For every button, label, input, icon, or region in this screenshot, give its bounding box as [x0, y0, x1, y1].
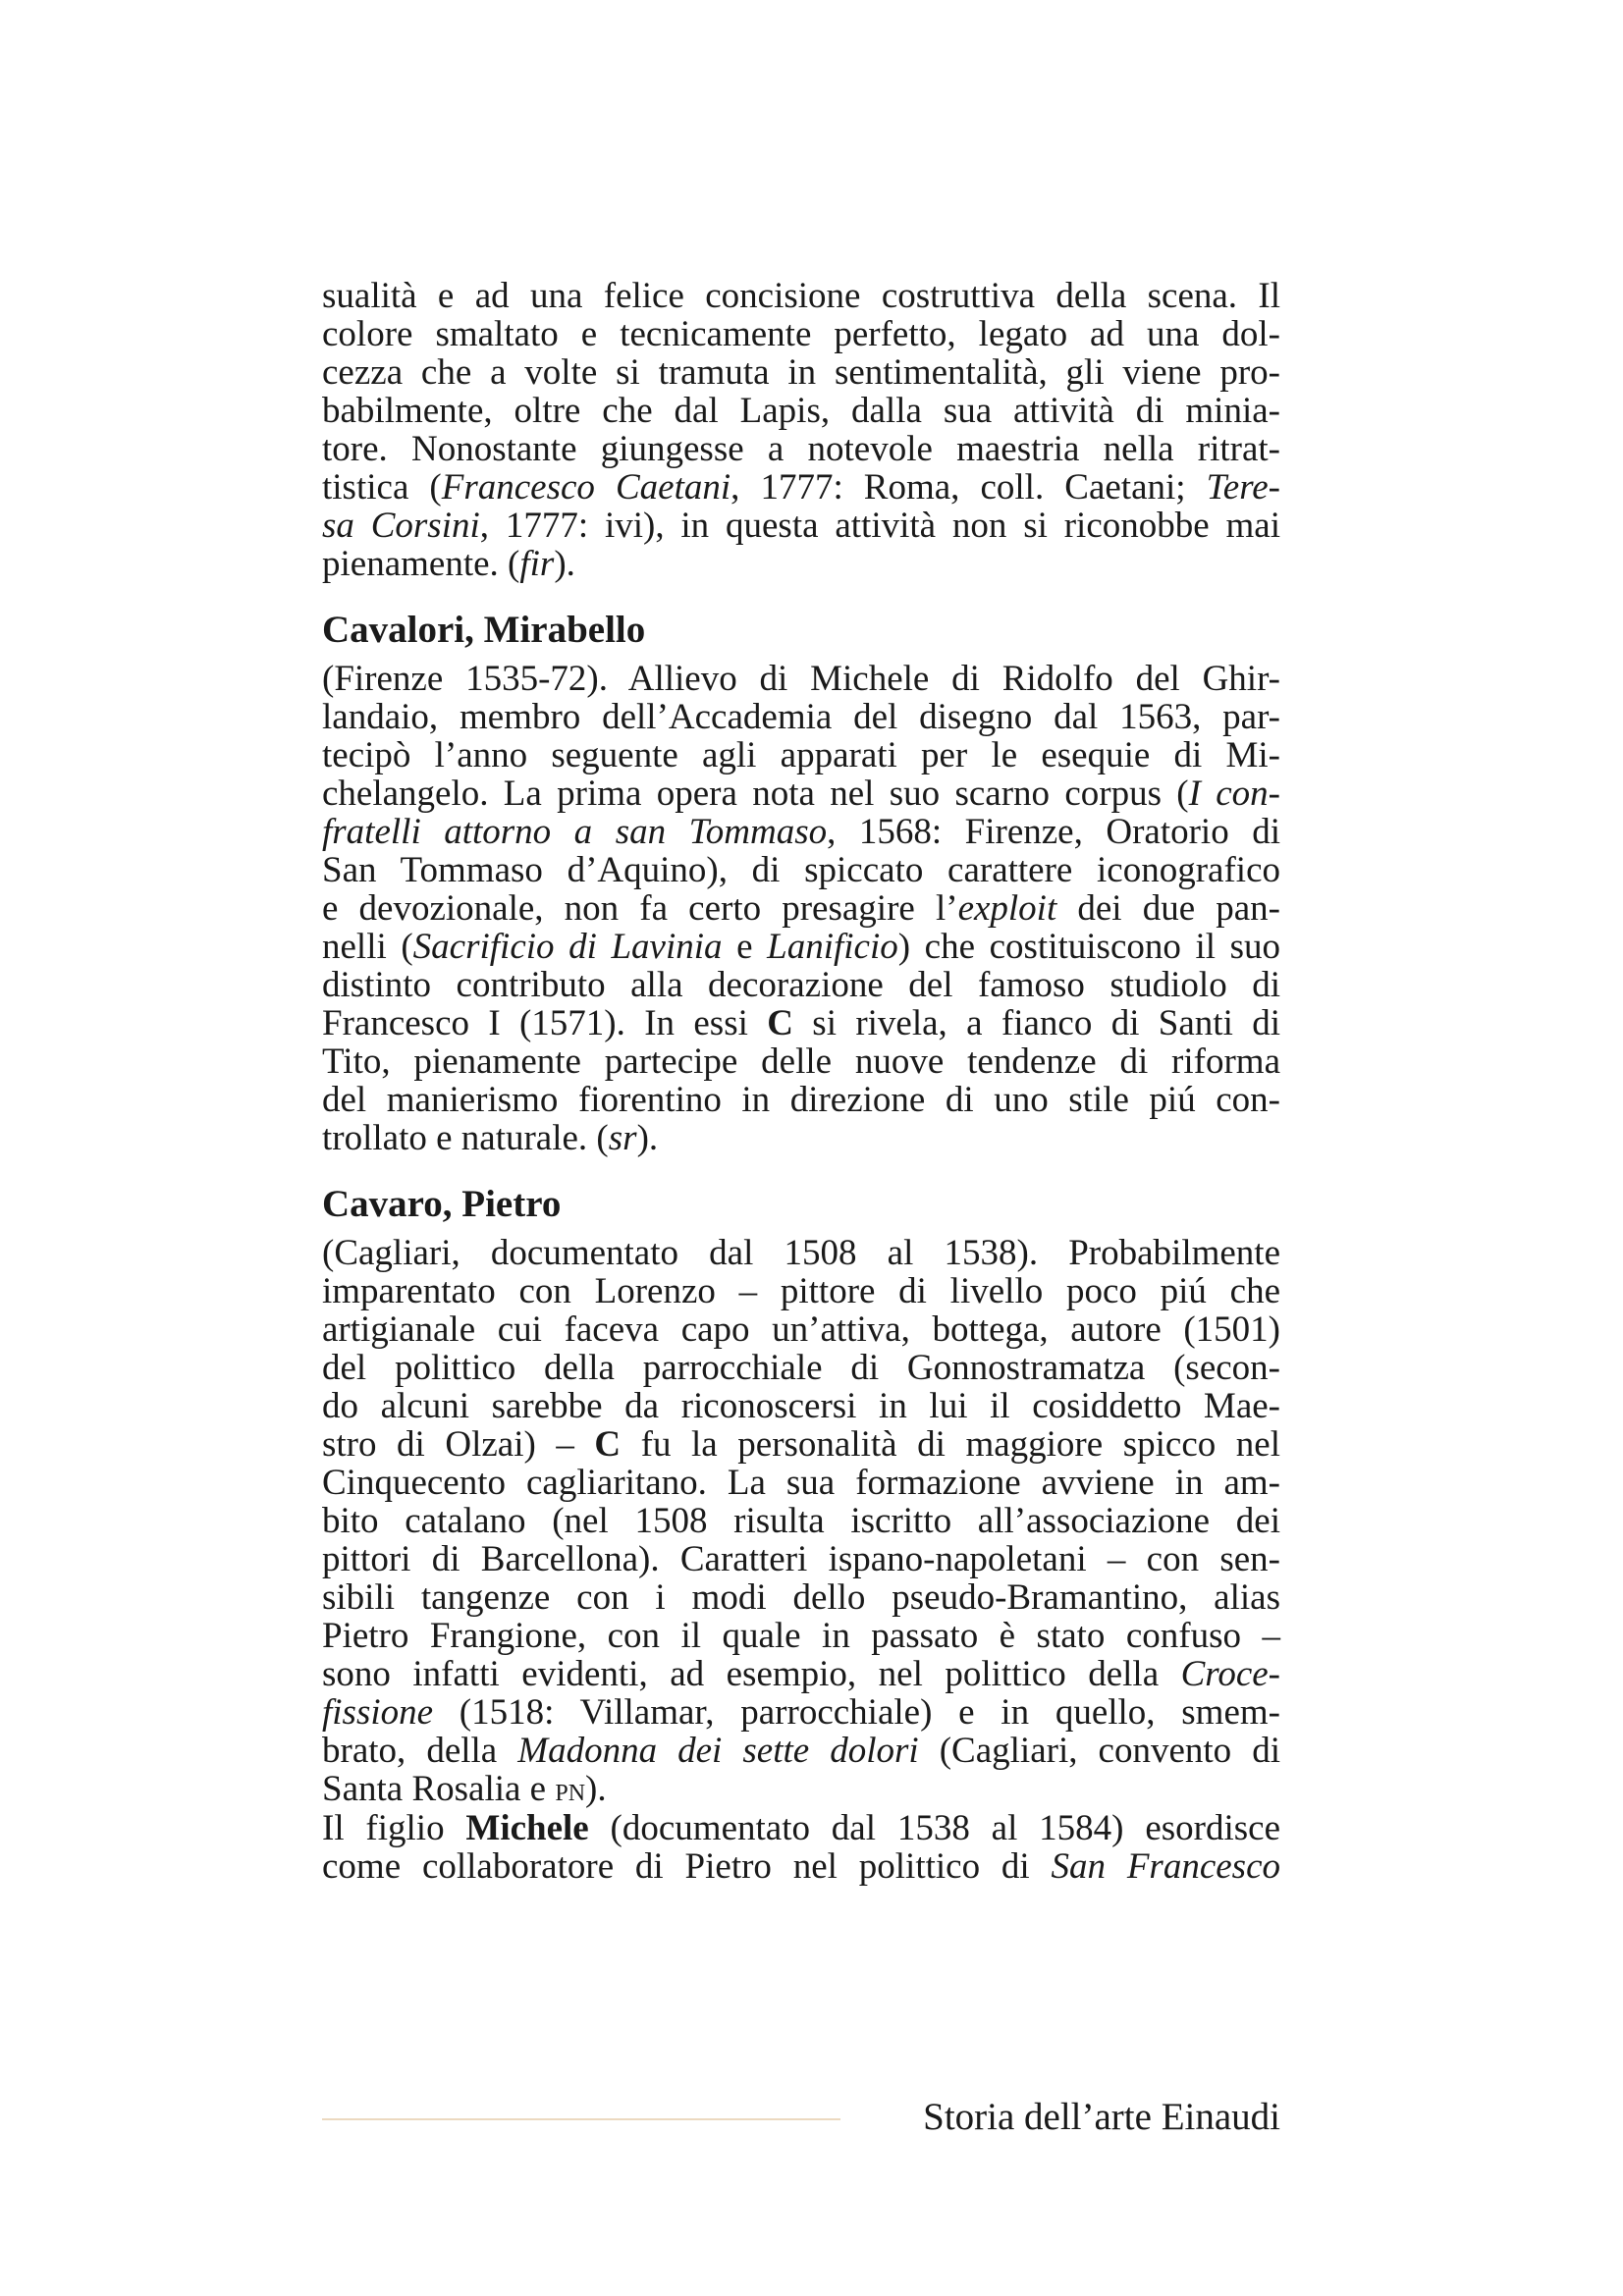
text-line: del manierismo fiorentino in direzione di uno stile piú con-	[322, 1080, 1280, 1120]
text-run: Il figlio	[322, 1808, 466, 1848]
artwork-title: sa Corsini	[322, 506, 480, 546]
text-line	[322, 1847, 1280, 1886]
text-run: , 1568: Firenze, Oratorio di	[827, 812, 1280, 852]
text-line: pittori di Barcellona). Caratteri ispano-napoletani – con sen-	[322, 1539, 1280, 1579]
page-footer	[322, 2094, 1280, 2143]
text-run: Santa Rosalia e	[322, 1769, 556, 1809]
text-run: (1518: Villamar, parrocchiale) e in quello, smem-	[433, 1692, 1280, 1733]
artwork-title: fissione	[322, 1692, 434, 1733]
author-initials: fir	[519, 544, 555, 584]
text-run: stro di Olzai) –	[322, 1424, 595, 1465]
text-line	[322, 1004, 1280, 1042]
artwork-title: Lanificio	[767, 927, 898, 967]
text-run: ).	[554, 544, 575, 584]
artwork-title: San Francesco	[1051, 1846, 1281, 1887]
footer-divider	[322, 2118, 840, 2120]
emphasis-term: exploit	[957, 888, 1057, 929]
text-line	[322, 1770, 1280, 1809]
entry-heading-cavaro: Cavaro, Pietro	[322, 1183, 562, 1225]
entry-heading-cavalori: Cavalori, Mirabello	[322, 609, 646, 651]
text-line	[322, 507, 1280, 545]
entry-continuation-paragraph	[322, 277, 1280, 583]
text-run: dei due pan-	[1056, 888, 1280, 929]
footer-title: Storia dell’arte Einaudi	[923, 2096, 1280, 2138]
text-line	[322, 889, 1280, 928]
text-line: tecipò l’anno seguente agli apparati per le esequie di Mi-	[322, 735, 1280, 775]
text-run: (Cagliari, convento di	[918, 1731, 1280, 1771]
artwork-title: fratelli attorno a san Tommaso	[322, 812, 828, 852]
artwork-title: Croce-	[1180, 1654, 1280, 1694]
text-run: (documentato dal 1538 al 1584) esordisce	[588, 1808, 1280, 1848]
text-run: si rivela, a fianco di Santi di	[792, 1003, 1280, 1043]
text-line: del polittico della parrocchiale di Gonnostramatza (secon-	[322, 1348, 1280, 1388]
person-name: Michele	[465, 1808, 589, 1848]
text-run: pienamente. (	[322, 544, 520, 584]
text-run: e	[722, 927, 768, 967]
text-run: trollato e naturale. (	[322, 1118, 609, 1158]
text-line: babilmente, oltre che dal Lapis, dalla sua attività di minia-	[322, 391, 1280, 431]
text-line: Pietro Frangione, con il quale in passato è stato confuso –	[322, 1616, 1280, 1656]
artwork-title: Sacrificio di Lavinia	[412, 927, 723, 967]
text-line	[322, 1693, 1280, 1732]
text-line: cezza che a volte si tramuta in sentimentalità, gli viene pro-	[322, 352, 1280, 393]
text-line: Tito, pienamente partecipe delle nuove tendenze di riforma	[322, 1041, 1280, 1082]
text-run: ).	[585, 1769, 607, 1809]
text-line	[322, 1119, 1280, 1157]
abbreviation-small-caps: pn	[555, 1772, 586, 1808]
text-line: distinto contributo alla decorazione del famoso studiolo di	[322, 965, 1280, 1005]
artwork-title: I con-	[1188, 774, 1280, 814]
text-line	[322, 774, 1280, 813]
text-line: Cinquecento cagliaritano. La sua formazione avviene in am-	[322, 1463, 1280, 1503]
entry-paragraph-cavalori	[322, 660, 1280, 1157]
text-line	[322, 813, 1280, 851]
artwork-title: Madonna dei sette dolori	[517, 1731, 919, 1771]
text-line	[322, 1655, 1280, 1693]
text-run: e devozionale, non fa certo presagire l’	[322, 888, 958, 929]
text-line: sualità e ad una felice concisione costruttiva della scena. Il	[322, 276, 1280, 316]
text-run: brato, della	[322, 1731, 518, 1771]
text-run: , 1777: ivi), in questa attività non si riconobbe mai	[479, 506, 1280, 546]
text-run: tistica (	[322, 467, 442, 507]
text-run: fu la personalità di maggiore spicco nel	[621, 1424, 1280, 1465]
text-line: bito catalano (nel 1508 risulta iscritto all’associazione dei	[322, 1501, 1280, 1541]
text-line	[322, 1425, 1280, 1464]
text-line: imparentato con Lorenzo – pittore di livello poco piú che	[322, 1271, 1280, 1311]
text-line: San Tommaso d’Aquino), di spiccato carattere iconografico	[322, 850, 1280, 890]
artwork-title: Francesco Caetani	[441, 467, 731, 507]
entry-abbreviation: C	[594, 1424, 622, 1465]
author-initials: sr	[608, 1118, 637, 1158]
text-run: chelangelo. La prima opera nota nel suo scarno corpus (	[322, 774, 1189, 814]
artwork-title: Tere-	[1206, 467, 1280, 507]
text-run: ).	[636, 1118, 659, 1158]
text-line	[322, 928, 1280, 966]
text-line	[322, 1732, 1280, 1770]
page-body	[322, 277, 1280, 1886]
text-line: colore smaltato e tecnicamente perfetto, legato ad una dol-	[322, 314, 1280, 354]
text-run: come collaboratore di Pietro nel polittico di	[322, 1846, 1052, 1887]
text-line	[322, 468, 1280, 507]
text-line: tore. Nonostante giungesse a notevole maestria nella ritrat-	[322, 429, 1280, 469]
text-line: sibili tangenze con i modi dello pseudo-Bramantino, alias	[322, 1577, 1280, 1618]
text-run: ) che costituiscono il suo	[897, 927, 1280, 967]
text-line: (Firenze 1535-72). Allievo di Michele di Ridolfo del Ghir-	[322, 659, 1280, 699]
text-line: do alcuni sarebbe da riconoscersi in lui il cosiddetto Mae-	[322, 1386, 1280, 1426]
text-line: landaio, membro dell’Accademia del disegno dal 1563, par-	[322, 697, 1280, 737]
text-run: nelli (	[322, 927, 413, 967]
text-run: , 1777: Roma, coll. Caetani;	[730, 467, 1207, 507]
entry-abbreviation: C	[767, 1003, 793, 1043]
text-line: artigianale cui faceva capo un’attiva, bottega, autore (1501)	[322, 1309, 1280, 1350]
text-run: Francesco I (1571). In essi	[322, 1003, 768, 1043]
text-line: (Cagliari, documentato dal 1508 al 1538). Probabilmente	[322, 1233, 1280, 1273]
text-line	[322, 545, 1280, 583]
text-line	[322, 1809, 1280, 1847]
text-run: sono infatti evidenti, ad esempio, nel polittico della	[322, 1654, 1181, 1694]
entry-paragraph-cavaro	[322, 1234, 1280, 1886]
